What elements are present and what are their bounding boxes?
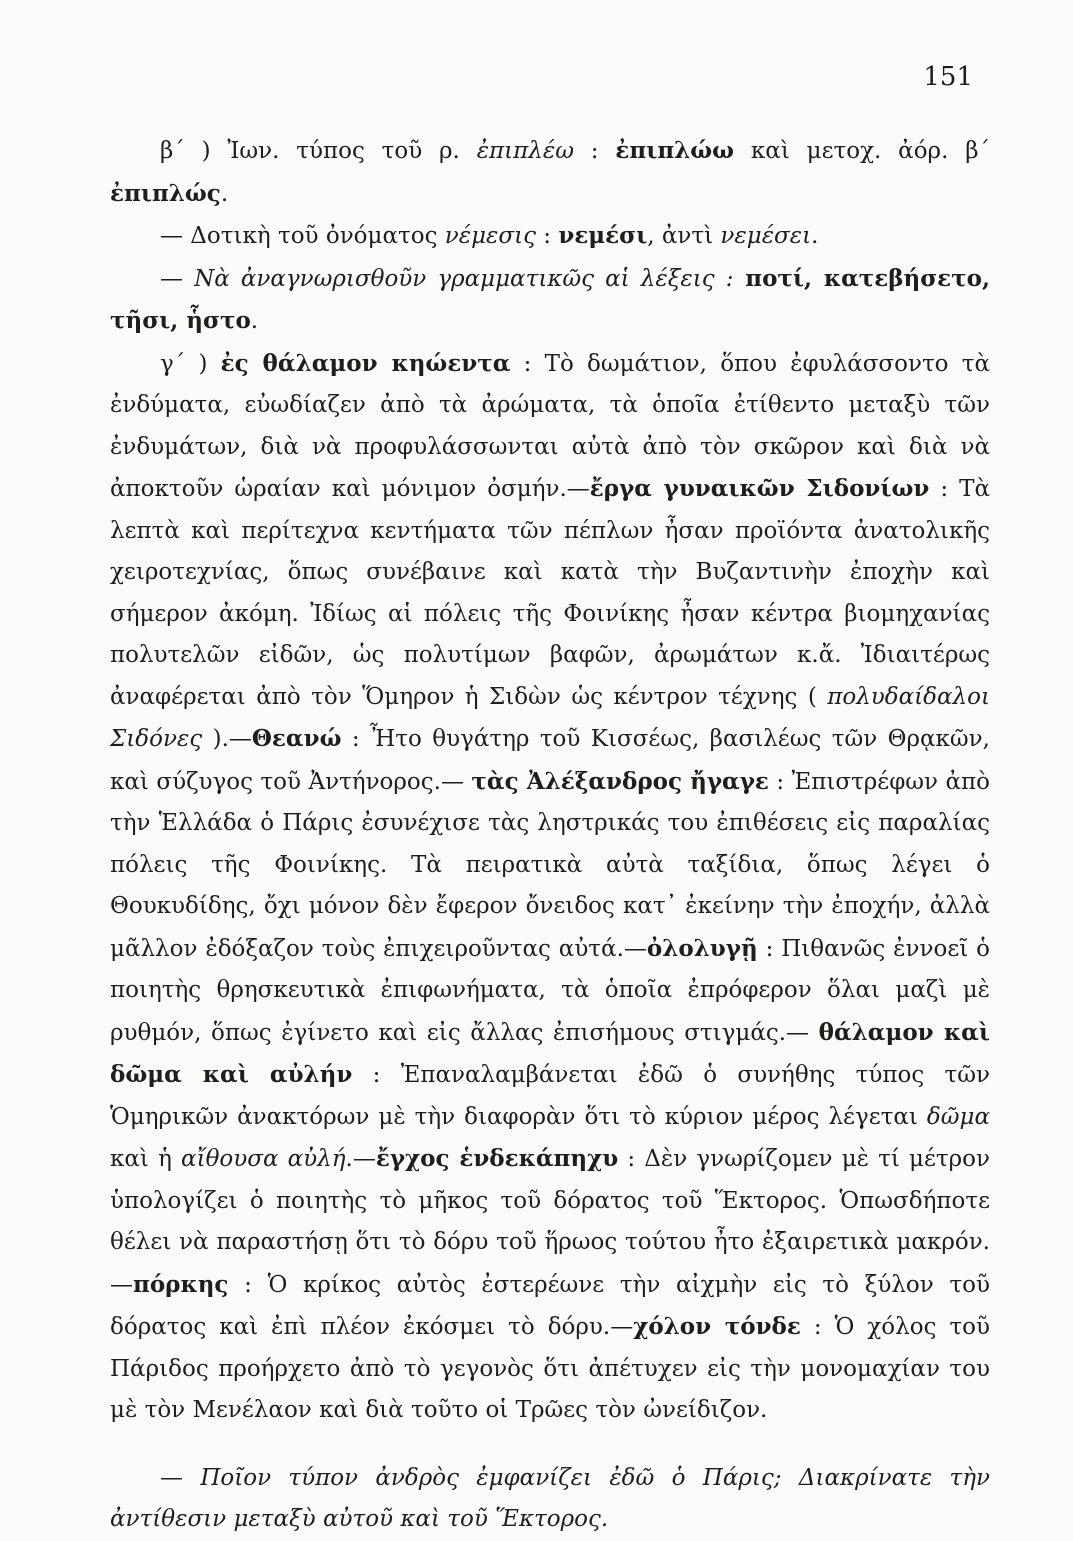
text-run: : Ὁ κρίκος αὐτὸς ἐστερέωνε τὴν αἰχμὴν εἰς τὸ ξύλον τοῦ δόρατος καὶ ἐπὶ πλέον ἐκόσμει τὸ δόρυ.— — [110, 1271, 990, 1340]
lemma-term: ἔγχος ἑνδεκάπηχυ — [375, 1145, 619, 1172]
text-run: : Δὲν γνωρίζομεν μὲ τί μέτρον ὑπολογίζει ὁ ποιητὴς τὸ μῆκος τοῦ δόρατος τοῦ Ἕκτορος. Ὁπωσδήποτε θέλει νὰ παραστήσῃ ὅτι τὸ δόρυ τοῦ ἥρωος τούτου ἦτο ἐξαιρετικὰ μακρόν.— — [110, 1146, 990, 1298]
text-run: .— — [345, 1146, 376, 1172]
lemma-term: ἔργα γυναικῶν Σιδονίων — [589, 475, 930, 502]
text-run: : Ἦτο θυγάτηρ τοῦ Κισσέως, βασιλέως τῶν Θρᾳκῶν, καὶ σύζυγος τοῦ Ἀντήνορος.— — [110, 726, 990, 795]
lemma-term: νεμέσι — [558, 222, 648, 249]
italic-text: — Νὰ ἀναγνωρισθοῦν γραμματικῶς αἱ λέξεις : — [160, 265, 734, 292]
paragraph-dotiki — [110, 215, 990, 258]
italic-text: νέμεσις — [444, 223, 536, 249]
text-run: . — [811, 223, 819, 249]
text-run: . — [250, 308, 259, 334]
lemma-term: Θεανώ — [251, 725, 342, 752]
text-run: — Δοτικὴ τοῦ ὀνόματος — [160, 223, 445, 249]
text-run: ).— — [202, 726, 252, 752]
italic-text: νεμέσει — [720, 223, 812, 249]
text-run: : Ὁ χόλος τοῦ Πάριδος προήρχετο ἀπὸ τὸ γεγονὸς ὅτι ἀπέτυχεν εἰς τὴν μονομαχίαν του μὲ τὸν Μενέλαον καὶ διὰ τοῦτο οἱ Τρῶες τὸν ὠνείδιζον. — [110, 1314, 991, 1423]
text-run: β´ ) Ἰων. τύπος τοῦ ρ. — [160, 138, 477, 164]
italic-text: — Ποῖον τύπον ἀνδρὸς ἐμφανίζει ἐδῶ ὁ Πάρις; Διακρίνατε τὴν ἀντίθεσιν μεταξὺ αὐτοῦ καὶ τοῦ Ἕκτορος. — [110, 1464, 990, 1532]
text-run: . — [220, 180, 229, 207]
lemma-term: χόλον τόνδε — [633, 1313, 801, 1340]
text-run: καὶ ἡ — [110, 1146, 182, 1172]
text-run: : Τὸ δωμάτιον, ὅπου ἐφυλάσσοντο τὰ ἐνδύματα, εὐωδίαζεν ἀπὸ τὰ ἀρώματα, τὰ ὁποῖα ἐτίθεντο μεταξὺ τῶν ἐνδυμάτων, διὰ νὰ προφυλάσσωνται αὐτὰ ἀπὸ τὸν σκῶρον καὶ διὰ νὰ ἀποκτοῦν ὡραίαν καὶ μόνιμον ὀσμήν.— — [110, 350, 991, 502]
lemma-term: ὀλολυγῇ — [646, 934, 758, 962]
paragraph-anagnorisis — [110, 258, 990, 343]
page-body — [110, 130, 990, 1541]
lemma-term: τὰς Ἀλέξανδρος ἤγαγε — [471, 767, 769, 795]
lemma-term: θάλαμον καὶ δῶμα καὶ αὐλήν — [110, 1018, 990, 1088]
paragraph-beta — [110, 130, 990, 215]
page-number: 151 — [923, 62, 973, 92]
lemma-term: ἐπιπλώς — [110, 179, 221, 207]
text-run: : — [573, 138, 616, 164]
text-run: , ἀντὶ — [647, 223, 721, 249]
lemma-term: ἐς θάλαμον κηώεντα — [220, 349, 511, 377]
paragraph-question — [110, 1458, 990, 1541]
text-run: : Πιθανῶς ἐννοεῖ ὁ ποιητὴς θρησκευτικὰ ἐπιφωνήματα, τὰ ὁποῖα ἐπρόφερον ὅλαι μαζὶ μὲ ρυθμόν, ὅπως ἐγίνετο καὶ εἰς ἄλλας ἐπισήμους στιγμάς.— — [110, 935, 990, 1046]
lemma-term: ἐπιπλώω — [615, 137, 735, 164]
paragraph-gamma — [110, 343, 990, 1432]
italic-text: αἴθουσα αὐλή — [181, 1146, 346, 1172]
lemma-term: πόρκης — [133, 1270, 229, 1298]
italic-text: πολυδαίδαλοι Σιδόνες — [110, 683, 990, 752]
italic-text: ἐπιπλέω — [476, 138, 574, 164]
text-run: : Ἐπιστρέφων ἀπὸ τὴν Ἑλλάδα ὁ Πάρις ἐσυνέχισε τὰς ληστρικάς του ἐπιθέσεις εἰς παραλίας πόλεις τῆς Φοινίκης. Τὰ πειρατικὰ αὐτὰ ταξίδια, ὅπως λέγει ὁ Θουκυδίδης, ὄχι μόνον δὲν ἔφερον ὄνειδος κατ᾽ ἐκείνην τὴν ἐποχήν, ἀλλὰ μᾶλλον ἐδόξαζον τοὺς ἐπιχειροῦντας αὐτά.— — [110, 768, 990, 962]
text-run: : Τὰ λεπτὰ καὶ περίτεχνα κεντήματα τῶν πέπλων ἦσαν προϊόντα ἀνατολικῆς χειροτεχνίας, ὅπως συνέβαινε καὶ κατὰ τὴν Βυζαντινὴν ἐποχὴν καὶ σήμερον ἀκόμη. Ἰδίως αἱ πόλεις τῆς Φοινίκης ἦσαν κέντρα βιομηχανίας πολυτελῶν εἰδῶν, ὡς πολυτίμων βαφῶν, ἀρωμάτων κ.ἄ. Ἰδιαιτέρως ἀναφέρεται ἀπὸ τὸν Ὅμηρον ἡ Σιδὼν ὡς κέντρον τέχνης ( — [110, 476, 990, 710]
lemma-term: ποτί, κατεβήσετο, τῆσι, ἧστο — [110, 264, 990, 334]
text-run: γ´ ) — [160, 350, 221, 377]
text-run: : — [535, 223, 559, 249]
text-run: καὶ μετοχ. ἀόρ. β´ — [734, 138, 991, 164]
text-run: : Ἐπαναλαμβάνεται ἐδῶ ὁ συνήθης τύπος τῶν Ὁμηρικῶν ἀνακτόρων μὲ τὴν διαφορὰν ὅτι τὸ κύριον μέρος λέγεται — [110, 1062, 990, 1130]
italic-text: δῶμα — [926, 1103, 990, 1130]
